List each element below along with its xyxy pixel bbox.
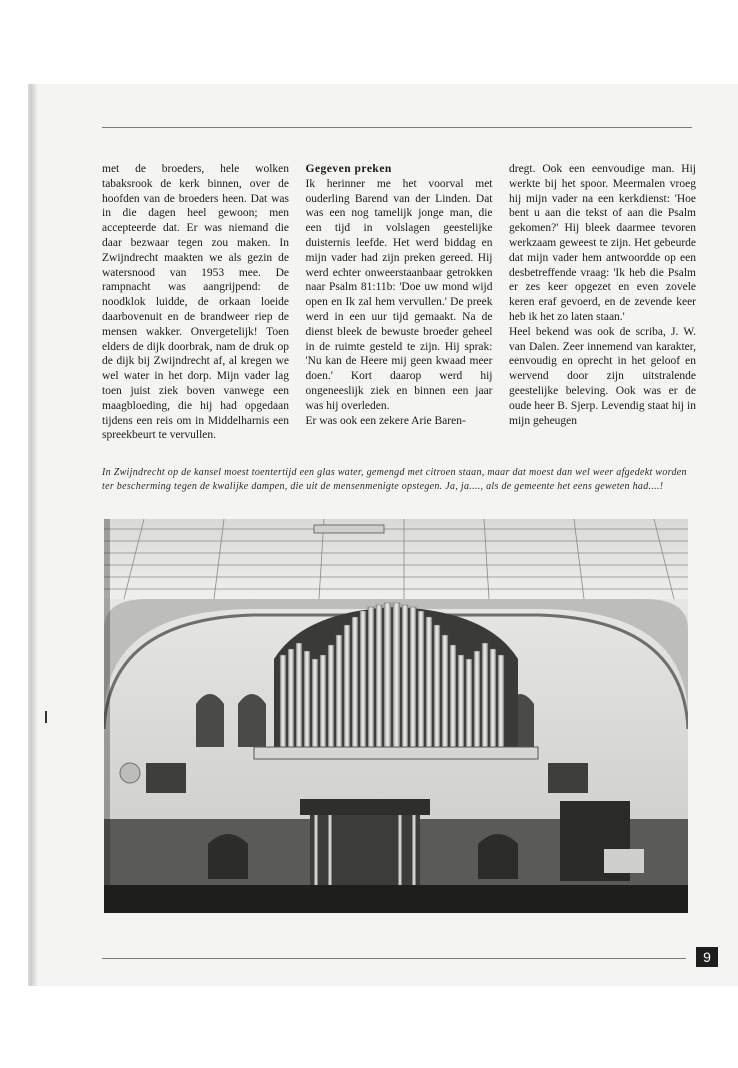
column-1-text: met de broeders, hele wolken tabaksrook de kerk binnen, over de hoofden van de broeders heen. Dat was in die dagen heel gewoon; men accepteerde dat. Er was niemand die daar bezwaar tegen zou maken. In Zwijndrecht maakten we als gezin de watersnood van 1953 mee. De rampnacht was aangrijpend: de noodklok luidde, de orkaan loeide daarbovenuit en de brandweer riep de mensen wakker. Onvergetelijk! Toen elders de dijk doorbrak, nam de druk op de dijk bij Zwijndrecht af, al kregen we wel water in het dorp. Mijn vader lag toen juist ziek boven vanwege een maagbloeding, die hij had opgedaan tijdens een reis om in Middelharnis een spreekbeurt te vervullen. <box>102 163 289 442</box>
ceiling <box>104 519 688 599</box>
church-interior-photo <box>104 519 688 913</box>
wall-clock <box>120 763 140 783</box>
pews <box>104 885 688 913</box>
column-3-paragraph-1: dregt. Ook een eenvoudige man. Hij werkte bij het spoor. Meermalen vroeg hij mijn vader na een kerkdienst: 'Hoe bent u aan die tekst of aan die Psalm gekomen?' Hij bleek daarmee tevoren werkzaam geweest te zijn. Het gebeurde dat mijn vader hem antwoordde op een desbetreffende vraag: 'Ik heb die Psalm er zes keer opgezet en even zovele keren eraf gevoerd, en de zevende keer heb ik het zo laten staan.' <box>509 163 696 323</box>
article-columns <box>102 162 696 443</box>
side-book <box>604 849 644 873</box>
ceiling-vent <box>314 525 384 533</box>
column-2-paragraph-1: Ik herinner me het voorval met ouderling Barend van der Linden. Dat was een nog tamelijk jonge man, die een tijd in volslagen geestelijke duisternis leefde. Het werd biddag en mijn vader had zijn preken gereed. Hij werd echter onweerstaanbaar getrokken naar Psalm 81:11b: 'Doe uw mond wijd open en Ik zal hem vervullen.' De preek werd in een uur tijd gemaakt. Na de dienst bleek de bewuste broeder geheel in de ruimte gesteld te zijn. Hij sprak: 'Nu kan de Heere mij geen kwaad meer doen.' Kort daarop werd hij ongeneeslijk ziek en binnen een jaar was hij overleden. <box>305 177 493 412</box>
page-fold-shadow <box>30 84 38 986</box>
column-1 <box>102 162 289 443</box>
page-number: 9 <box>696 947 718 967</box>
photo-edge-left <box>104 519 110 913</box>
wall-plaque-right <box>548 763 588 793</box>
organ-gallery <box>254 747 538 759</box>
bottom-rule <box>102 958 686 959</box>
pulpit-canopy <box>300 799 430 815</box>
door-right <box>478 834 518 879</box>
column-3-paragraph-2: Heel bekend was ook de scriba, J. W. van Dalen. Zeer innemend van karakter, eenvoudig en oprecht in het geloof en wervend door zijn uitstralende geestelijke beleving. Ook was er de oude heer B. Sjerp. Levendig staat hij in mijn geheugen <box>509 325 696 427</box>
top-rule <box>102 127 692 128</box>
photo-caption: In Zwijndrecht op de kansel moest toentertijd een glas water, gemengd met citroen staan, maar dat moest dan wel weer afgedekt worden ter bescherming tegen de kwalijke dampen, die uit de mensenmenigte opstegen. Ja, ja...., als de gemeente het eens geweten had....! <box>102 467 687 492</box>
margin-mark <box>45 711 47 723</box>
church-interior-illustration <box>104 519 688 913</box>
door-left <box>208 834 248 879</box>
column-2 <box>306 162 493 443</box>
wall-plaque-left <box>146 763 186 793</box>
pulpit <box>310 815 420 885</box>
column-2-paragraph-2: Er was ook een zekere Arie Baren- <box>305 414 466 427</box>
column-3 <box>509 162 696 443</box>
section-heading: Gegeven preken <box>305 163 392 175</box>
